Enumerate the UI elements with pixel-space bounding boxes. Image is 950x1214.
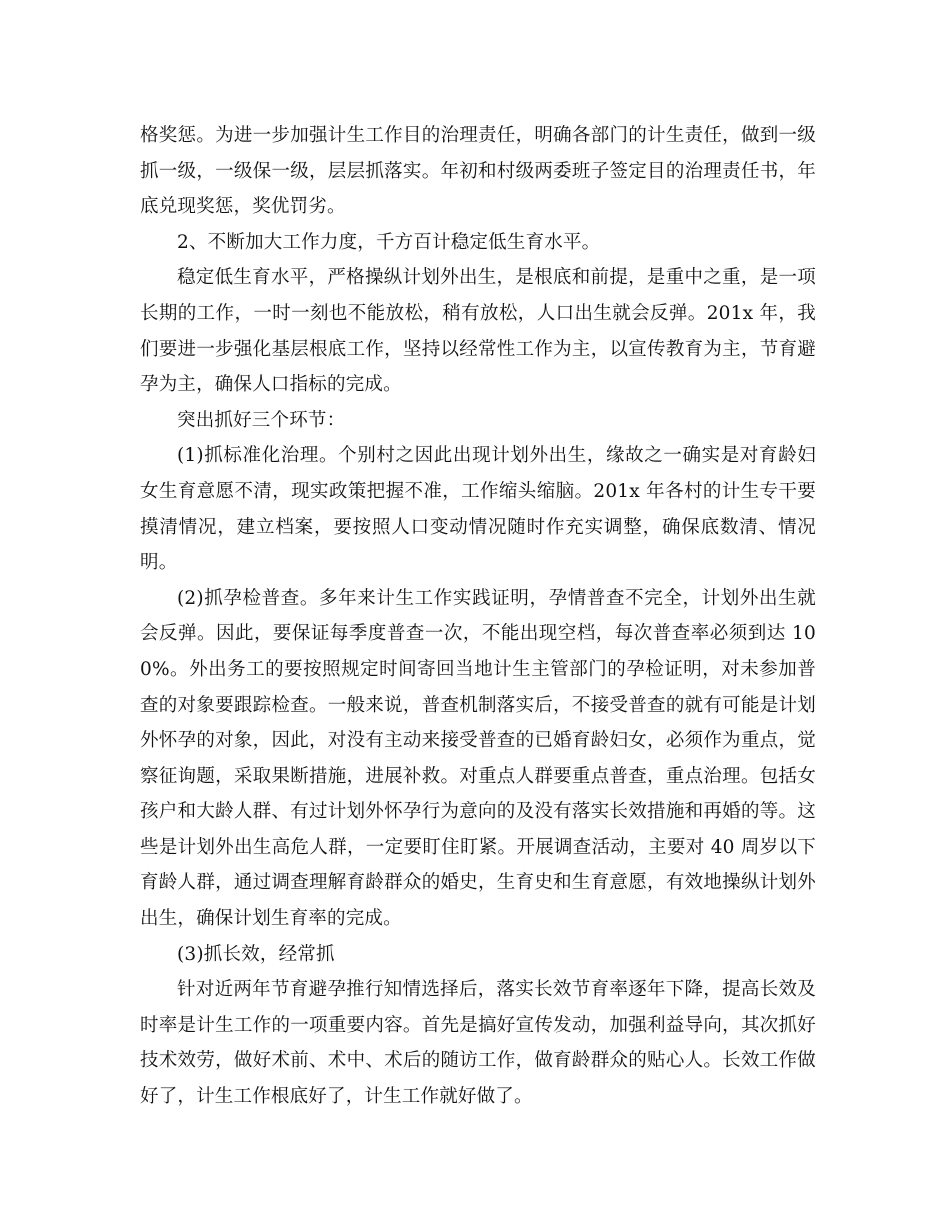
paragraph-6: (2)抓孕检普查。多年来计生工作实践证明，孕情普查不完全，计划外出生就会反弹。因此，要保证每季度普查一次，不能出现空档，每次普查率必须到达 100%。外出务工的要按照规定时间寄回当地计生主管部门的孕检证明，对未参加普查的对象要跟踪检查。一般来说，普查机制落实后，不接受普查的就有可能是计划外怀孕的对象，因此，对没有主动来接受普查的已婚育龄妇女，必须作为重点，觉察征询题，采取果断措施，进展补救。对重点人群要重点普查，重点治理。包括女孩户和大龄人群、有过计划外怀孕行为意向的及没有落实长效措施和再婚的等。这些是计划外出生高危人群，一定要盯住盯紧。开展调查活动，主要对 40 周岁以下育龄人群，通过调查理解育龄群众的婚史，生育史和生育意愿，有效地操纵计划外出生，确保计划生育率的完成。 — [140, 587, 816, 930]
paragraph-1: 格奖惩。为进一步加强计生工作目的治理责任，明确各部门的计生责任，做到一级抓一级，一级保一级，层层抓落实。年初和村级两委班子签定目的治理责任书，年底兑现奖惩，奖优罚劣。 — [140, 125, 816, 218]
paragraph-5: (1)抓标准化治理。个别村之因此出现计划外出生，缘故之一确实是对育龄妇女生育意愿不清，现实政策把握不准，工作缩头缩脑。201x 年各村的计生专干要摸清情况，建立档案，要按照人口变动情况随时作充实调整，确保底数清、情况明。 — [140, 445, 816, 574]
paragraph-8: 针对近两年节育避孕推行知情选择后，落实长效节育率逐年下降，提高长效及时率是计生工作的一项重要内容。首先是搞好宣传发动，加强利益导向，其次抓好技术效劳，做好术前、术中、术后的随访工作，做育龄群众的贴心人。长效工作做好了，计生工作根底好了，计生工作就好做了。 — [140, 979, 816, 1108]
paragraph-2-heading: 2、不断加大工作力度，千方百计稳定低生育水平。 — [177, 231, 601, 253]
paragraph-7-heading: (3)抓长效，经常抓 — [177, 943, 335, 965]
paragraph-4: 突出抓好三个环节： — [177, 409, 346, 431]
document-body — [140, 118, 816, 1115]
paragraph-3: 稳定低生育水平，严格操纵计划外出生，是根底和前提，是重中之重，是一项长期的工作，一时一刻也不能放松，稍有放松，人口出生就会反弹。201x 年，我们要进一步强化基层根底工作，坚持以经常性工作为主，以宣传教育为主，节育避孕为主，确保人口指标的完成。 — [140, 267, 816, 396]
